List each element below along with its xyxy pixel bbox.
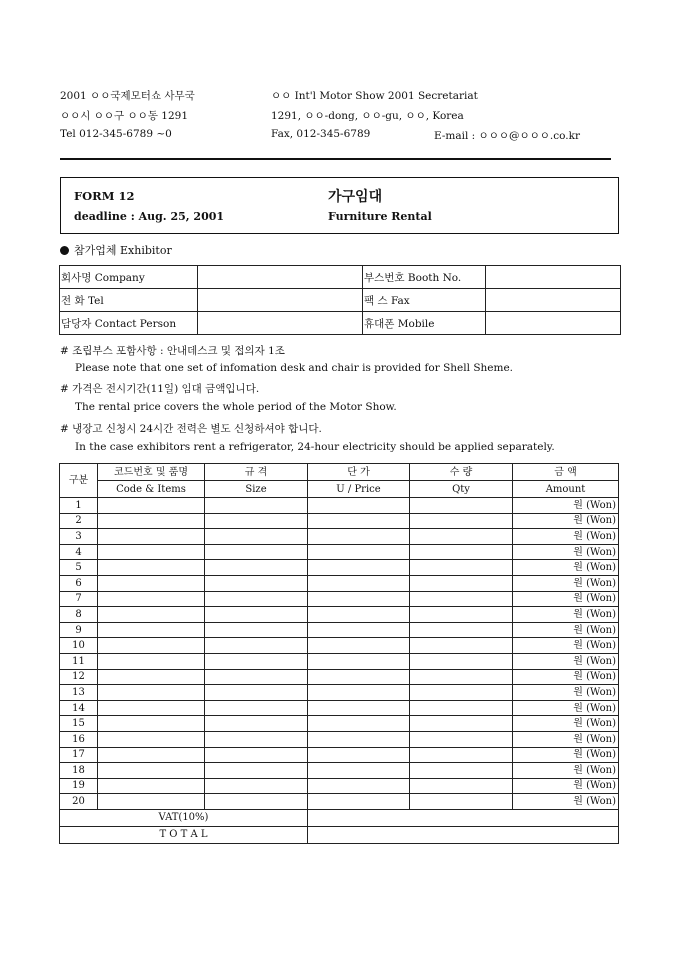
amount-field[interactable]: 원 (Won) bbox=[513, 560, 619, 576]
unit-price-field[interactable] bbox=[308, 685, 410, 701]
table-row bbox=[60, 513, 619, 529]
unit-price-field[interactable] bbox=[308, 607, 410, 623]
qty-field[interactable] bbox=[410, 498, 513, 514]
size-field[interactable] bbox=[205, 591, 308, 607]
unit-price-field[interactable] bbox=[308, 778, 410, 794]
qty-field[interactable] bbox=[410, 544, 513, 560]
table-row bbox=[60, 622, 619, 638]
col-size-header-ko: 규 격 bbox=[205, 464, 308, 481]
table-row bbox=[60, 747, 619, 763]
size-field[interactable] bbox=[205, 544, 308, 560]
amount-field[interactable]: 원 (Won) bbox=[513, 669, 619, 685]
deadline: deadline : Aug. 25, 2001 bbox=[74, 210, 225, 223]
row-number: 16 bbox=[60, 731, 98, 747]
total-label: T O T A L bbox=[60, 826, 308, 843]
code-item-field[interactable] bbox=[98, 731, 205, 747]
bullet-icon bbox=[60, 246, 69, 255]
row-number: 11 bbox=[60, 653, 98, 669]
row-number: 3 bbox=[60, 529, 98, 545]
size-field[interactable] bbox=[205, 731, 308, 747]
email: E-mail : ㅇㅇㅇ@ㅇㅇㅇ.co.kr bbox=[434, 130, 580, 142]
qty-field[interactable] bbox=[410, 513, 513, 529]
size-field[interactable] bbox=[205, 575, 308, 591]
size-field[interactable] bbox=[205, 794, 308, 810]
qty-field[interactable] bbox=[410, 607, 513, 623]
qty-field[interactable] bbox=[410, 700, 513, 716]
code-item-field[interactable] bbox=[98, 716, 205, 732]
qty-field[interactable] bbox=[410, 731, 513, 747]
qty-field[interactable] bbox=[410, 685, 513, 701]
table-row bbox=[60, 794, 619, 810]
amount-field[interactable]: 원 (Won) bbox=[513, 700, 619, 716]
table-row bbox=[60, 607, 619, 623]
code-item-field[interactable] bbox=[98, 622, 205, 638]
mobile-field[interactable] bbox=[486, 312, 621, 335]
note-1-en: Please note that one set of infomation desk and chair is provided for Shell Sheme. bbox=[75, 362, 513, 374]
code-item-field[interactable] bbox=[98, 685, 205, 701]
unit-price-field[interactable] bbox=[308, 544, 410, 560]
booth-field[interactable] bbox=[486, 266, 621, 289]
total-field[interactable] bbox=[308, 826, 619, 843]
unit-price-field[interactable] bbox=[308, 513, 410, 529]
code-item-field[interactable] bbox=[98, 747, 205, 763]
row-number: 17 bbox=[60, 747, 98, 763]
code-item-field[interactable] bbox=[98, 513, 205, 529]
qty-field[interactable] bbox=[410, 575, 513, 591]
qty-field[interactable] bbox=[410, 529, 513, 545]
amount-field[interactable]: 원 (Won) bbox=[513, 716, 619, 732]
code-item-field[interactable] bbox=[98, 653, 205, 669]
table-row bbox=[60, 653, 619, 669]
table-row bbox=[60, 498, 619, 514]
unit-price-field[interactable] bbox=[308, 653, 410, 669]
row-number: 19 bbox=[60, 778, 98, 794]
table-row bbox=[60, 544, 619, 560]
qty-field[interactable] bbox=[410, 794, 513, 810]
note-2-en: The rental price covers the whole period of the Motor Show. bbox=[75, 401, 397, 413]
col-size-header-en: Size bbox=[205, 481, 308, 498]
unit-price-field[interactable] bbox=[308, 794, 410, 810]
code-item-field[interactable] bbox=[98, 529, 205, 545]
table-row bbox=[60, 700, 619, 716]
unit-price-field[interactable] bbox=[308, 763, 410, 779]
code-item-field[interactable] bbox=[98, 638, 205, 654]
col-code-header-ko: 코드번호 및 품명 bbox=[98, 464, 205, 481]
size-field[interactable] bbox=[205, 700, 308, 716]
secretariat-ko: 2001 ㅇㅇ국제모터쇼 사무국 bbox=[60, 90, 195, 102]
size-field[interactable] bbox=[205, 638, 308, 654]
qty-field[interactable] bbox=[410, 560, 513, 576]
qty-field[interactable] bbox=[410, 669, 513, 685]
table-row bbox=[60, 685, 619, 701]
qty-field[interactable] bbox=[410, 716, 513, 732]
note-3-ko: # 냉장고 신청시 24시간 전력은 별도 신청하셔야 합니다. bbox=[60, 423, 322, 435]
qty-field[interactable] bbox=[410, 653, 513, 669]
size-field[interactable] bbox=[205, 513, 308, 529]
note-1-ko: # 조립부스 포함사항 : 안내데스크 및 접의자 1조 bbox=[60, 345, 285, 357]
row-number: 8 bbox=[60, 607, 98, 623]
code-item-field[interactable] bbox=[98, 591, 205, 607]
size-field[interactable] bbox=[205, 763, 308, 779]
tel-field[interactable] bbox=[198, 289, 363, 312]
size-field[interactable] bbox=[205, 529, 308, 545]
unit-price-field[interactable] bbox=[308, 498, 410, 514]
size-field[interactable] bbox=[205, 685, 308, 701]
amount-field[interactable]: 원 (Won) bbox=[513, 529, 619, 545]
unit-price-field[interactable] bbox=[308, 638, 410, 654]
amount-field[interactable]: 원 (Won) bbox=[513, 794, 619, 810]
vat-field[interactable] bbox=[308, 809, 619, 826]
fax-label: 팩 스 Fax bbox=[363, 289, 486, 312]
code-item-field[interactable] bbox=[98, 778, 205, 794]
table-row bbox=[60, 716, 619, 732]
amount-field[interactable]: 원 (Won) bbox=[513, 778, 619, 794]
amount-field[interactable]: 원 (Won) bbox=[513, 763, 619, 779]
amount-field[interactable]: 원 (Won) bbox=[513, 731, 619, 747]
secretariat-en: ㅇㅇ Int'l Motor Show 2001 Secretariat bbox=[271, 90, 478, 102]
unit-price-field[interactable] bbox=[308, 669, 410, 685]
address-en: 1291, ㅇㅇ-dong, ㅇㅇ-gu, ㅇㅇ, Korea bbox=[271, 110, 464, 122]
col-code-header-en: Code & Items bbox=[98, 481, 205, 498]
row-number: 13 bbox=[60, 685, 98, 701]
unit-price-field[interactable] bbox=[308, 529, 410, 545]
tel-label: 전 화 Tel bbox=[60, 289, 198, 312]
table-row bbox=[60, 575, 619, 591]
unit-price-field[interactable] bbox=[308, 716, 410, 732]
company-field[interactable] bbox=[198, 266, 363, 289]
row-number: 4 bbox=[60, 544, 98, 560]
row-number: 18 bbox=[60, 763, 98, 779]
amount-field[interactable]: 원 (Won) bbox=[513, 653, 619, 669]
col-no-header: 구분 bbox=[60, 464, 98, 498]
unit-price-field[interactable] bbox=[308, 575, 410, 591]
table-row bbox=[60, 778, 619, 794]
contact-label: 담당자 Contact Person bbox=[60, 312, 198, 335]
table-row bbox=[60, 591, 619, 607]
size-field[interactable] bbox=[205, 778, 308, 794]
col-price-header-en: U / Price bbox=[308, 481, 410, 498]
mobile-label: 휴대폰 Mobile bbox=[363, 312, 486, 335]
col-amount-header-en: Amount bbox=[513, 481, 619, 498]
qty-field[interactable] bbox=[410, 622, 513, 638]
code-item-field[interactable] bbox=[98, 575, 205, 591]
company-label: 회사명 Company bbox=[60, 266, 198, 289]
fax-number: Fax, 012-345-6789 bbox=[271, 128, 371, 140]
unit-price-field[interactable] bbox=[308, 622, 410, 638]
col-qty-header-en: Qty bbox=[410, 481, 513, 498]
form-title-ko: 가구임대 bbox=[328, 189, 383, 205]
amount-field[interactable]: 원 (Won) bbox=[513, 591, 619, 607]
telephone: Tel 012-345-6789 ~0 bbox=[60, 128, 172, 140]
qty-field[interactable] bbox=[410, 778, 513, 794]
amount-field[interactable]: 원 (Won) bbox=[513, 747, 619, 763]
address-ko: ㅇㅇ시 ㅇㅇ구 ㅇㅇ동 1291 bbox=[60, 110, 189, 122]
size-field[interactable] bbox=[205, 653, 308, 669]
exhibitor-table bbox=[59, 265, 621, 335]
code-item-field[interactable] bbox=[98, 498, 205, 514]
vat-label: VAT(10%) bbox=[60, 809, 308, 826]
form-title-box bbox=[60, 177, 619, 234]
exhibitor-label: 참가업체 Exhibitor bbox=[74, 244, 172, 257]
code-item-field[interactable] bbox=[98, 794, 205, 810]
row-number: 20 bbox=[60, 794, 98, 810]
size-field[interactable] bbox=[205, 747, 308, 763]
size-field[interactable] bbox=[205, 498, 308, 514]
header-rule bbox=[60, 158, 611, 160]
unit-price-field[interactable] bbox=[308, 731, 410, 747]
row-number: 1 bbox=[60, 498, 98, 514]
table-row bbox=[60, 638, 619, 654]
row-number: 6 bbox=[60, 575, 98, 591]
form-number: FORM 12 bbox=[74, 189, 135, 203]
row-number: 12 bbox=[60, 669, 98, 685]
amount-field[interactable]: 원 (Won) bbox=[513, 685, 619, 701]
table-row bbox=[60, 529, 619, 545]
amount-field[interactable]: 원 (Won) bbox=[513, 638, 619, 654]
unit-price-field[interactable] bbox=[308, 700, 410, 716]
size-field[interactable] bbox=[205, 622, 308, 638]
unit-price-field[interactable] bbox=[308, 591, 410, 607]
unit-price-field[interactable] bbox=[308, 747, 410, 763]
amount-field[interactable]: 원 (Won) bbox=[513, 622, 619, 638]
table-row bbox=[60, 731, 619, 747]
code-item-field[interactable] bbox=[98, 560, 205, 576]
table-row bbox=[60, 763, 619, 779]
row-number: 15 bbox=[60, 716, 98, 732]
size-field[interactable] bbox=[205, 716, 308, 732]
exhibitor-section bbox=[60, 242, 172, 258]
code-item-field[interactable] bbox=[98, 700, 205, 716]
form-title-en: Furniture Rental bbox=[328, 210, 432, 223]
col-qty-header-ko: 수 량 bbox=[410, 464, 513, 481]
booth-label: 부스번호 Booth No. bbox=[363, 266, 486, 289]
code-item-field[interactable] bbox=[98, 669, 205, 685]
contact-field[interactable] bbox=[198, 312, 363, 335]
code-item-field[interactable] bbox=[98, 607, 205, 623]
qty-field[interactable] bbox=[410, 638, 513, 654]
row-number: 9 bbox=[60, 622, 98, 638]
col-amount-header-ko: 금 액 bbox=[513, 464, 619, 481]
table-row bbox=[60, 669, 619, 685]
amount-field[interactable]: 원 (Won) bbox=[513, 544, 619, 560]
size-field[interactable] bbox=[205, 669, 308, 685]
qty-field[interactable] bbox=[410, 747, 513, 763]
amount-field[interactable]: 원 (Won) bbox=[513, 607, 619, 623]
row-number: 5 bbox=[60, 560, 98, 576]
size-field[interactable] bbox=[205, 560, 308, 576]
row-number: 7 bbox=[60, 591, 98, 607]
row-number: 14 bbox=[60, 700, 98, 716]
code-item-field[interactable] bbox=[98, 763, 205, 779]
amount-field[interactable]: 원 (Won) bbox=[513, 513, 619, 529]
note-2-ko: # 가격은 전시기간(11일) 임대 금액입니다. bbox=[60, 383, 260, 395]
row-number: 2 bbox=[60, 513, 98, 529]
col-price-header-ko: 단 가 bbox=[308, 464, 410, 481]
size-field[interactable] bbox=[205, 607, 308, 623]
code-item-field[interactable] bbox=[98, 544, 205, 560]
amount-field[interactable]: 원 (Won) bbox=[513, 575, 619, 591]
row-number: 10 bbox=[60, 638, 98, 654]
unit-price-field[interactable] bbox=[308, 560, 410, 576]
note-3-en: In the case exhibitors rent a refrigerator, 24-hour electricity should be applied separately. bbox=[75, 441, 555, 453]
qty-field[interactable] bbox=[410, 591, 513, 607]
qty-field[interactable] bbox=[410, 763, 513, 779]
items-table bbox=[59, 463, 619, 844]
fax-field[interactable] bbox=[486, 289, 621, 312]
table-row bbox=[60, 560, 619, 576]
amount-field[interactable]: 원 (Won) bbox=[513, 498, 619, 514]
